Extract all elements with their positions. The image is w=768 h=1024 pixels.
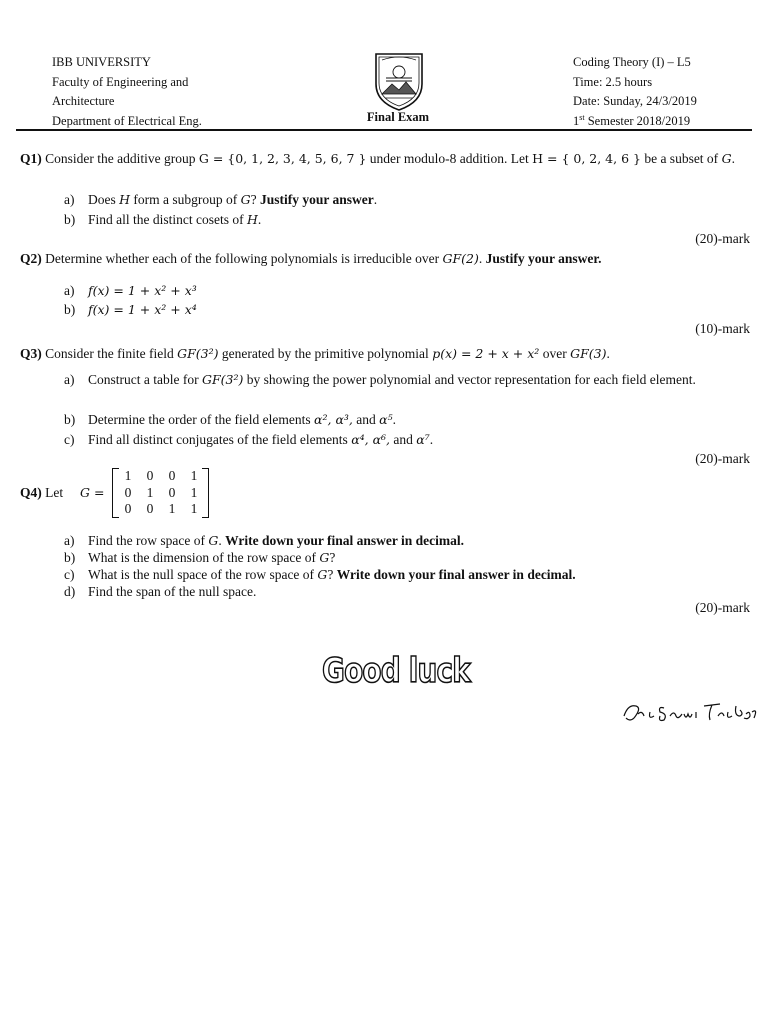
question-text: . [478,251,486,266]
math-field: GF(3²) [177,346,219,361]
question-4c [64,566,736,583]
emphasis-text: Write down your final answer in decimal. [336,567,576,582]
polynomial: f(x) = 1 + x² + x⁴ [88,302,197,317]
math-symbol: G [240,192,251,207]
part-text: Find all the distinct cosets of [88,212,247,227]
question-number: Q4) [20,485,42,500]
question-4-mark: (20)-mark [695,600,750,615]
polynomial: p(x) = 2 + x + x² [432,346,540,361]
field-element: α⁷ [416,432,430,447]
matrix-cell: 1 [146,484,154,500]
part-label: a) [64,283,75,298]
question-text: Determine whether each of the following polynomials is irreducible over [41,251,443,266]
part-label: b) [64,302,76,317]
part-label: d) [64,584,76,599]
question-4d [64,583,736,600]
part-label: b) [64,212,76,227]
matrix-row [113,485,208,502]
math-symbol: G [208,533,219,548]
generator-matrix [112,468,209,518]
exam-duration: Time: 2.5 hours [573,74,653,89]
part-text: ? [327,567,337,582]
question-text: Consider the finite field [41,346,178,361]
department-name: Department of Electrical Eng. [52,113,202,128]
part-text: . [257,212,262,227]
exam-title: Final Exam [366,110,430,124]
part-label: a) [64,533,75,548]
part-text: . [373,192,378,207]
part-label: c) [64,567,75,582]
question-2 [20,250,748,267]
question-4a [64,532,736,549]
math-field: GF(3) [570,346,607,361]
part-text: Find the row space of [88,533,209,548]
polynomial: f(x) = 1 + x² + x³ [88,283,197,298]
math-symbol: G [317,567,328,582]
question-1 [20,150,748,167]
question-text: . [731,151,735,166]
question-text: Let [41,485,64,500]
matrix-cell: 1 [190,484,198,500]
part-text: form a subgroup of [130,192,241,207]
part-text: . [429,432,434,447]
group-definition: G = {0, 1, 2, 3, 4, 5, 6, 7 } [198,151,367,166]
field-element: α⁵ [379,412,393,427]
question-number: Q1) [20,151,42,166]
emphasis-text: Justify your answer. [485,251,602,266]
course-info [573,53,697,131]
question-1b [64,210,736,229]
part-text: by showing the power polynomial and vector representation for each field element. [243,372,696,387]
matrix-row [113,501,208,518]
university-name: IBB UNIVERSITY [52,55,151,69]
part-text: . [218,533,226,548]
question-2b [64,300,736,319]
field-elements: α⁴, α⁶, [351,432,391,447]
matrix-symbol: G = [80,485,105,500]
course-name: Coding Theory (I) – L5 [573,55,691,69]
emphasis-text: Justify your answer [260,192,374,207]
part-text: What is the null space of the row space of [88,567,318,582]
part-label: c) [64,432,75,447]
semester-text: Semester 2018/2019 [584,113,691,128]
signature [620,698,760,724]
part-text: and [390,432,417,447]
math-symbol: G [319,550,330,565]
header-divider [16,129,752,131]
math-field: GF(3²) [201,372,244,387]
question-3c [64,430,736,449]
matrix-cell: 0 [146,501,154,516]
part-text: ? [329,550,336,565]
math-symbol: G [721,151,732,166]
question-text: generated by the primitive polynomial [218,346,433,361]
emphasis-text: Write down your final answer in decimal. [225,533,464,548]
matrix-cell: 0 [124,501,132,516]
question-3b [64,410,736,429]
semester-number: 1 [573,113,580,128]
question-1-mark: (20)-mark [695,231,750,246]
question-3a [64,370,736,389]
part-text: Find the span of the null space. [88,584,257,599]
semester-suffix: st [579,112,585,122]
exam-date: Date: Sunday, 24/3/2019 [573,94,697,108]
part-text: Find all distinct conjugates of the field elements [88,432,352,447]
matrix-row [113,468,208,485]
matrix-cell: 0 [146,468,154,483]
question-2a [64,281,736,300]
field-elements: α², α³, [314,412,353,427]
math-symbol: H [246,212,258,227]
part-text: Construct a table for [88,372,202,387]
part-label: b) [64,550,76,565]
matrix-cell: 1 [190,468,198,483]
part-text: Does [88,192,120,207]
question-1a [64,190,736,209]
question-text: under modulo-8 addition. Let [366,151,533,166]
question-number: Q3) [20,346,42,361]
part-text: ? [250,192,261,207]
question-4-label [20,485,63,501]
matrix-cell: 0 [124,484,132,500]
matrix-cell: 1 [168,501,176,516]
good-luck-text: Good luck [322,651,470,691]
matrix-cell: 0 [168,484,176,500]
question-2-mark: (10)-mark [695,321,750,336]
subset-definition: H = { 0, 2, 4, 6 } [532,151,641,166]
matrix-cell: 1 [124,468,132,483]
part-text: Determine the order of the field elements [88,412,315,427]
part-label: a) [64,372,75,387]
university-logo [372,50,426,112]
part-label: a) [64,192,75,207]
question-number: Q2) [20,251,42,266]
question-text: over [539,346,571,361]
question-3-mark: (20)-mark [695,451,750,466]
matrix-cell: 1 [190,501,198,516]
part-text: . [392,412,396,427]
faculty-line: Faculty of Engineering and [52,74,189,89]
part-text: What is the dimension of the row space of [88,550,320,565]
question-text: be a subset of [640,151,722,166]
question-text: Consider the additive group [41,151,199,166]
question-text: . [606,346,610,361]
question-3 [20,345,748,362]
part-text: and [352,412,380,427]
matrix-cell: 0 [168,468,176,483]
university-info [52,53,202,131]
math-symbol: H [119,192,131,207]
part-label: b) [64,412,76,427]
faculty-line-2: Architecture [52,94,115,108]
question-4b [64,549,736,566]
math-field: GF(2) [442,251,479,266]
